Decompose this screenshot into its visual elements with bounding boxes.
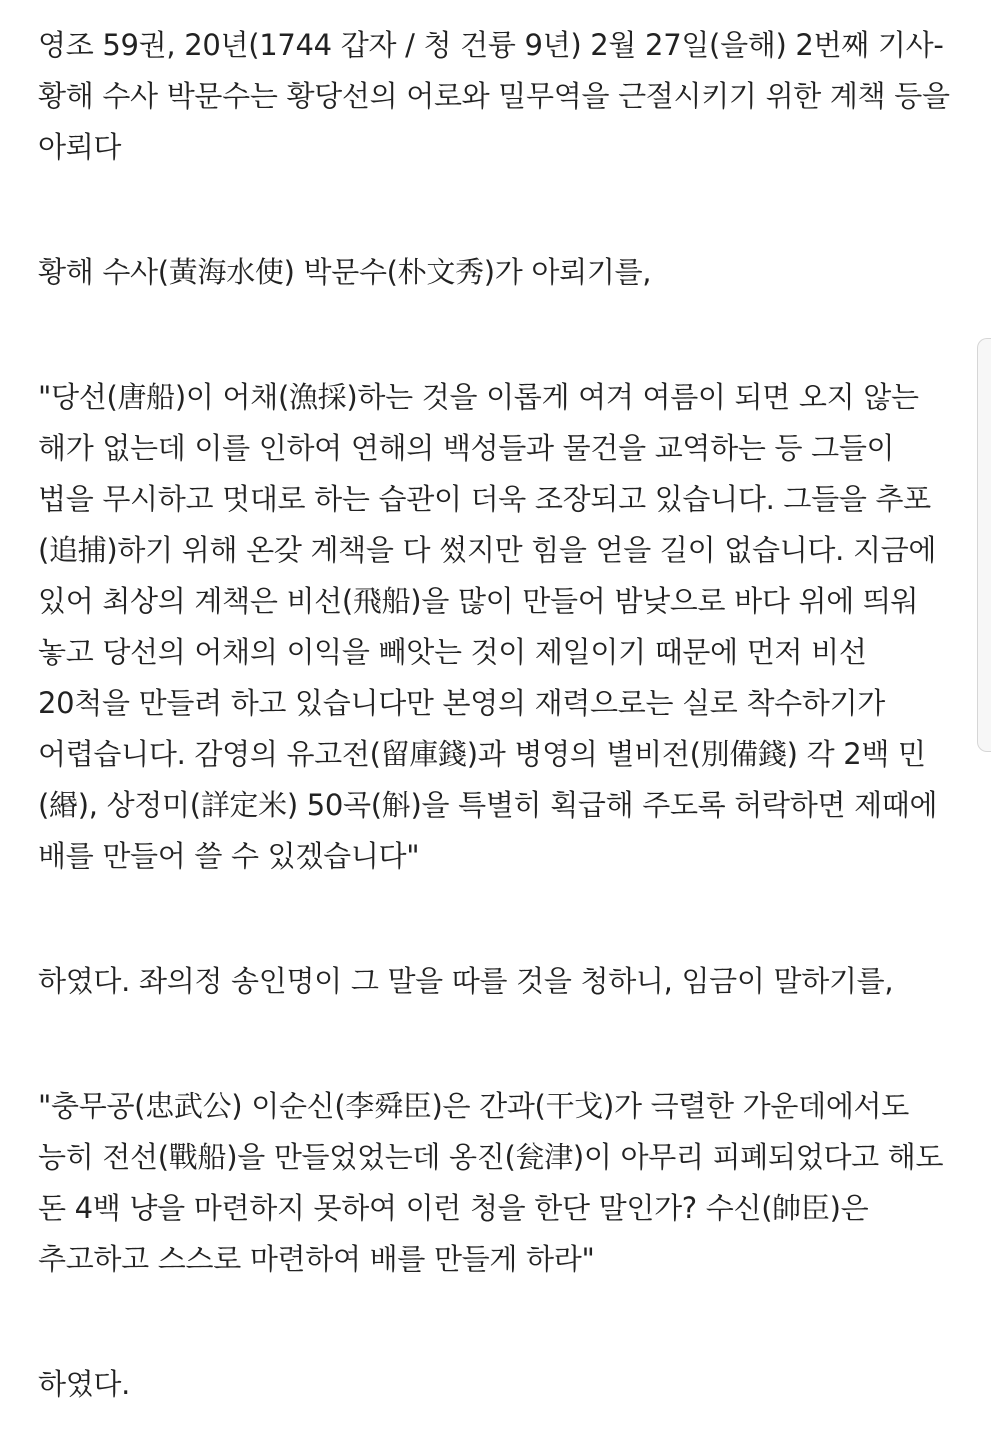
king-quote-paragraph: "충무공(忠武公) 이순신(李舜臣)은 간과(干戈)가 극렬한 가운데에서도 능히 전선(戰船)을 만들었었는데 옹진(瓮津)이 아무리 피폐되었다고 해도 돈 4백 냥을 마련하지 못하여 이런 청을 한단 말인가? 수신(帥臣)은 추고하고 스스로 마련하여 배를 만들게 하라" xyxy=(38,1089,944,1276)
paragraph-spacer xyxy=(38,298,958,372)
report-quote-paragraph: "당선(唐船)이 어채(漁採)하는 것을 이롭게 여겨 여름이 되면 오지 않는 해가 없는데 이를 인하여 연해의 백성들과 물건을 교역하는 등 그들이 법을 무시하고 멋대로 하는 습관이 더욱 조장되고 있습니다. 그들을 추포(追捕)하기 위해 온갖 계책을 다 썼지만 힘을 얻을 길이 없습니다. 지금에 있어 최상의 계책은 비선(飛船)을 많이 만들어 밤낮으로 바다 위에 띄워 놓고 당선의 어채의 이익을 빼앗는 것이 제일이기 때문에 먼저 비선 20척을 만들려 하고 있습니다만 본영의 재력으로는 실로 착수하기가 어렵습니다. 감영의 유고전(留庫錢)과 병영의 별비전(別備錢) 각 2백 민(緡), 상정미(詳定米) 50곡(斛)을 특별히 획급해 주도록 허락하면 제때에 배를 만들어 쓸 수 있겠습니다" xyxy=(38,380,938,873)
narration-paragraph: 하였다. 좌의정 송인명이 그 말을 따를 것을 청하니, 임금이 말하기를, xyxy=(38,964,894,998)
paragraph-spacer xyxy=(38,1007,958,1081)
article-title: 영조 59권, 20년(1744 갑자 / 청 건륭 9년) 2월 27일(을해) 2번째 기사-황해 수사 박문수는 황당선의 어로와 밀무역을 근절시키기 위한 계책 등을 아뢰다 xyxy=(38,28,950,164)
paragraph-spacer xyxy=(38,882,958,956)
article-body xyxy=(38,20,958,1410)
closing-paragraph: 하였다. xyxy=(38,1367,131,1401)
intro-paragraph: 황해 수사(黃海水使) 박문수(朴文秀)가 아뢰기를, xyxy=(38,255,652,289)
scrollbar-handle[interactable] xyxy=(977,338,991,752)
paragraph-spacer xyxy=(38,1285,958,1359)
paragraph-spacer xyxy=(38,173,958,247)
